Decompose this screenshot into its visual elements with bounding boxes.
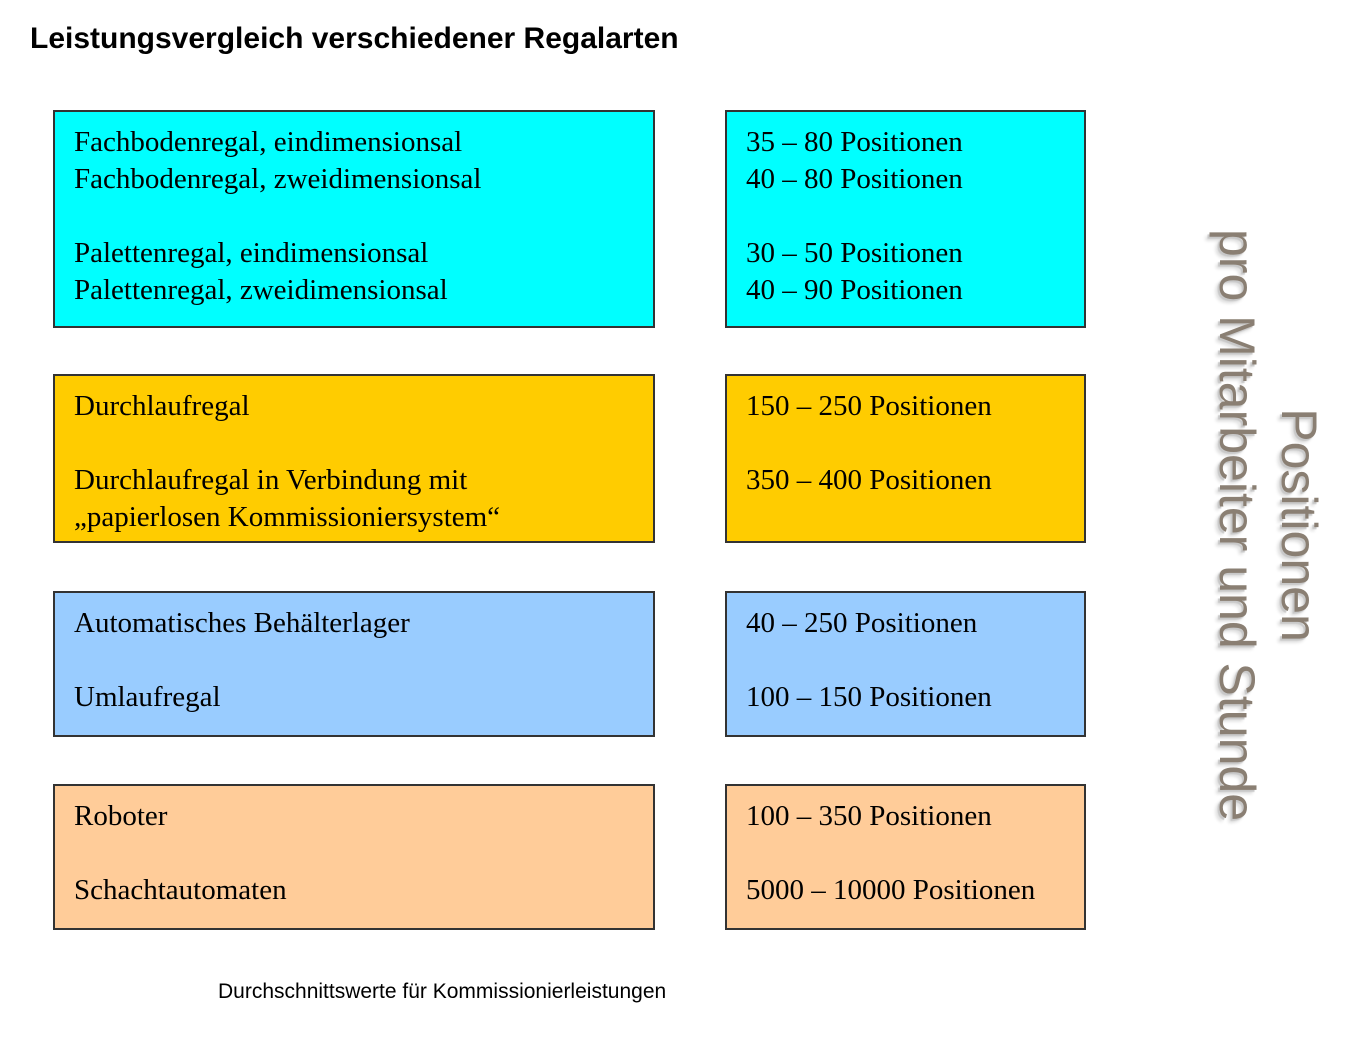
- performance-value: 40 – 80 Positionen: [746, 163, 963, 195]
- shelf-type-label: Roboter: [74, 800, 168, 832]
- figure-caption: Durchschnittswerte für Kommissionierleistungen: [218, 980, 667, 1003]
- performance-value: 35 – 80 Positionen: [746, 126, 963, 158]
- performance-box-row4: [725, 784, 1086, 930]
- performance-value: 30 – 50 Positionen: [746, 237, 963, 269]
- shelf-type-label: Fachbodenregal, zweidimensionsal: [74, 163, 482, 195]
- shelf-type-label: Durchlaufregal: [74, 390, 250, 422]
- shelf-type-label: Fachbodenregal, eindimensionsal: [74, 126, 463, 158]
- performance-value: 40 – 250 Positionen: [746, 607, 978, 639]
- performance-value: 5000 – 10000 Positionen: [746, 874, 1036, 906]
- shelf-types-box-row4: [53, 784, 655, 930]
- shelf-type-label: Palettenregal, zweidimensionsal: [74, 274, 448, 306]
- shelf-type-label: Automatisches Behälterlager: [74, 607, 410, 639]
- shelf-type-label: Palettenregal, eindimensionsal: [74, 237, 429, 269]
- side-label-line2: pro Mitarbeiter und Stunde: [1209, 228, 1265, 822]
- shelf-types-box-row2: [53, 374, 655, 543]
- performance-value: 40 – 90 Positionen: [746, 274, 963, 306]
- shelf-types-box-row1: [53, 110, 655, 328]
- shelf-type-label: „papierlosen Kommissioniersystem“: [74, 501, 501, 533]
- side-label: [1180, 130, 1330, 920]
- performance-box-row1: [725, 110, 1086, 328]
- side-label-line1: Positionen: [1271, 408, 1327, 642]
- performance-value: 150 – 250 Positionen: [746, 390, 992, 422]
- shelf-type-label: Umlaufregal: [74, 681, 221, 713]
- shelf-type-label: Durchlaufregal in Verbindung mit: [74, 464, 468, 496]
- performance-value: 350 – 400 Positionen: [746, 464, 992, 496]
- performance-value: 100 – 350 Positionen: [746, 800, 992, 832]
- performance-box-row3: [725, 591, 1086, 737]
- shelf-types-box-row3: [53, 591, 655, 737]
- shelf-type-label: Schachtautomaten: [74, 874, 287, 906]
- page-title: Leistungsvergleich verschiedener Regalarten: [30, 22, 679, 55]
- performance-value: 100 – 150 Positionen: [746, 681, 992, 713]
- performance-box-row2: [725, 374, 1086, 543]
